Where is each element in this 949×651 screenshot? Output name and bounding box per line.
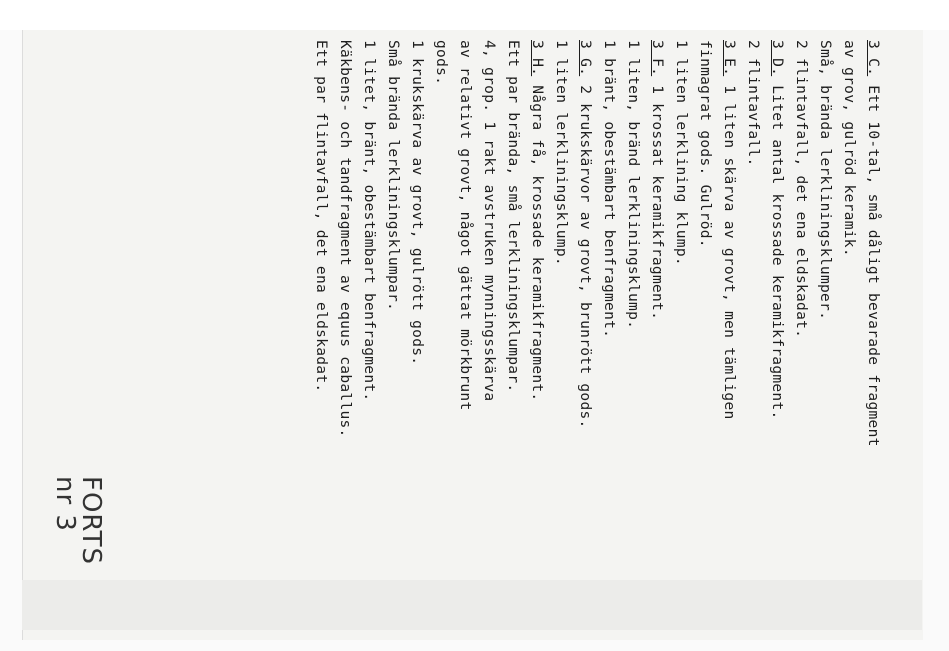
text-line bbox=[525, 40, 549, 560]
section-label: 3 G. bbox=[577, 40, 594, 77]
line-text: 1 liten, bränd lerkliningsklump. bbox=[625, 40, 642, 330]
text-line bbox=[861, 40, 885, 560]
text-line bbox=[549, 40, 573, 560]
text-line bbox=[837, 40, 861, 560]
handwritten-note bbox=[44, 476, 104, 596]
scan-bottom-margin bbox=[22, 580, 922, 630]
text-line bbox=[573, 40, 597, 560]
typed-find-list bbox=[215, 40, 885, 560]
text-line bbox=[717, 40, 741, 560]
text-line bbox=[405, 40, 429, 560]
line-text: 1 liten skärva av grovt, men tämligen bbox=[721, 76, 738, 420]
section-label: 3 H. bbox=[529, 40, 546, 77]
line-text: gods. bbox=[433, 40, 450, 86]
line-text: Ett par brända, små lerkliningsklumpar. bbox=[505, 40, 522, 393]
handwritten-line: nr 3 bbox=[50, 476, 80, 532]
line-text: 1 liten lerkliningsklump. bbox=[553, 40, 570, 266]
text-line bbox=[501, 40, 525, 560]
text-line bbox=[789, 40, 813, 560]
section-label: 3 F. bbox=[649, 40, 666, 77]
line-text: 2 krukskärvor av grovt, brunrött gods. bbox=[577, 76, 594, 429]
line-text: av relativt grovt, något gättat mörkbrunt bbox=[457, 40, 474, 411]
line-text: finmagrat gods. Gulröd. bbox=[697, 40, 714, 248]
scan-top-margin bbox=[0, 0, 949, 30]
line-text: 1 litet, bränt, obestämbart benfragment. bbox=[361, 40, 378, 402]
text-line bbox=[645, 40, 669, 560]
line-text: Käkbens- och tandfragment av equus caballus. bbox=[337, 40, 354, 438]
text-line bbox=[381, 40, 405, 560]
section-label: 3 C. bbox=[865, 40, 882, 77]
line-text: av grov, gulröd keramik. bbox=[841, 40, 858, 257]
text-line bbox=[453, 40, 477, 560]
text-line bbox=[741, 40, 765, 560]
text-line bbox=[669, 40, 693, 560]
line-text: 2 flintavfall, det ena eldskadat. bbox=[793, 40, 810, 339]
text-line bbox=[477, 40, 501, 560]
line-text: Några få, krossade keramikfragment. bbox=[529, 76, 546, 402]
text-line bbox=[357, 40, 381, 560]
line-text: 1 bränt, obestämbart benfragment. bbox=[601, 40, 618, 339]
text-line bbox=[309, 40, 333, 560]
line-text: 2 flintavfall. bbox=[745, 40, 762, 167]
text-line bbox=[621, 40, 645, 560]
section-label: 3 E. bbox=[721, 40, 738, 77]
line-text: Små, brända lerkliningsklumper. bbox=[817, 40, 834, 321]
line-text: Små brända lerkliningsklumpar. bbox=[385, 40, 402, 312]
text-line bbox=[693, 40, 717, 560]
line-text: 1 krossat keramikfragment. bbox=[649, 76, 666, 321]
line-text: Ett 10-tal, små dåligt bevarade fragment bbox=[865, 76, 882, 447]
text-line bbox=[333, 40, 357, 560]
text-line bbox=[813, 40, 837, 560]
handwritten-line: FORTS bbox=[76, 476, 106, 565]
text-line bbox=[429, 40, 453, 560]
line-text: 1 krukskärva av grovt, gulrött gods. bbox=[409, 40, 426, 366]
line-text: 1 liten lerklining klump. bbox=[673, 40, 690, 266]
line-text: Ett par flintavfall, det ena eldskadat. bbox=[313, 40, 330, 393]
line-text: 4, grop. 1 rakt avstruken mynningsskärva bbox=[481, 40, 498, 402]
line-text: Litet antal krossade keramikfragment. bbox=[769, 76, 786, 420]
text-line bbox=[597, 40, 621, 560]
text-line bbox=[765, 40, 789, 560]
section-label: 3 D. bbox=[769, 40, 786, 77]
